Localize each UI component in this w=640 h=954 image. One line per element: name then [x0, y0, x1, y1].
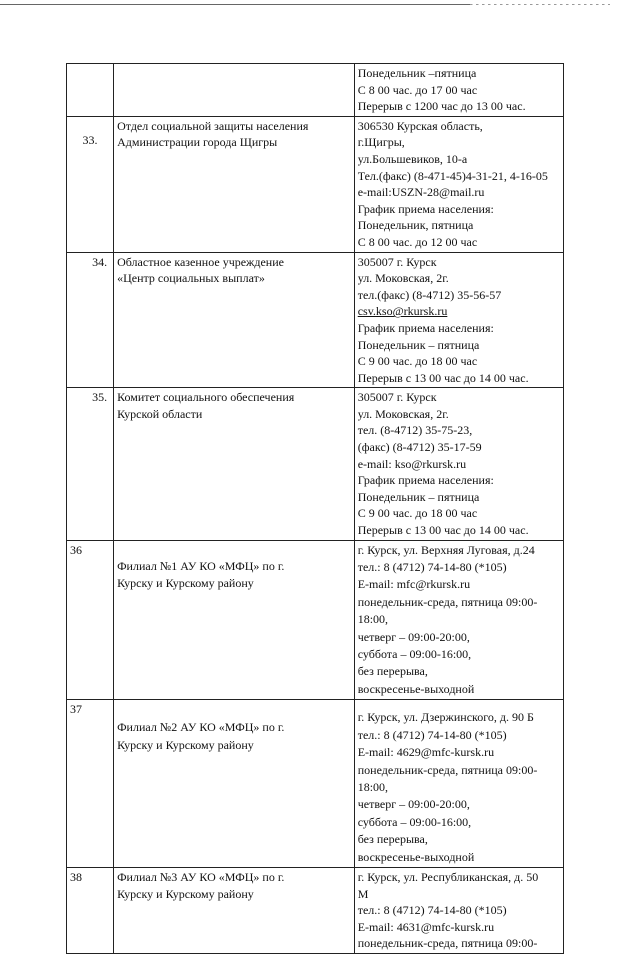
- schedule-line: суббота – 09:00-16:00,: [357, 814, 472, 829]
- schedule-title: График приема населения:: [357, 201, 494, 216]
- address-line: ул. Моковская, 2г.: [357, 271, 449, 286]
- schedule-line: понедельник-среда, пятница 09:00-: [357, 762, 538, 777]
- schedule-line: воскресенье-выходной: [357, 849, 475, 864]
- schedule-line: Понедельник – пятница: [357, 489, 480, 504]
- phone-line: тел.: 8 (4712) 74-14-80 (*105): [357, 727, 507, 742]
- table-row: [67, 540, 564, 700]
- address-line: 306530 Курская область,: [357, 118, 483, 133]
- address-line: г. Курск, ул. Республиканская, д. 50: [357, 869, 539, 884]
- schedule-line: 18:00,: [357, 612, 389, 627]
- schedule-line: суббота – 09:00-16:00,: [357, 647, 472, 662]
- name-line: Курску и Курскому району: [117, 576, 254, 591]
- institution-name: [114, 700, 355, 868]
- institution-name: [114, 252, 355, 388]
- schedule-line: Перерыв с 13 00 час до 14 00 час.: [357, 370, 529, 385]
- row-number: 35.: [67, 388, 114, 540]
- contact-info: [354, 252, 563, 388]
- phone-line: тел.: 8 (4712) 74-14-80 (*105): [357, 560, 507, 575]
- schedule-title: График приема населения:: [357, 473, 494, 488]
- schedule-line: четверг – 09:00-20:00,: [357, 797, 470, 812]
- row-number: 36: [67, 540, 114, 700]
- email-line[interactable]: E-mail: 4631@mfc-kursk.ru: [357, 919, 495, 934]
- address-line: 305007 г. Курск: [357, 390, 437, 405]
- schedule-line: воскресенье-выходной: [357, 681, 475, 696]
- address-line: г. Курск, ул. Верхняя Луговая, д.24: [357, 542, 535, 557]
- schedule-line: без перерыва,: [357, 664, 428, 679]
- name-line: Курской области: [117, 406, 203, 421]
- email-link[interactable]: csv.kso@rkursk.ru: [357, 304, 448, 319]
- schedule-line: С 8 00 час. до 12 00 час: [357, 234, 478, 249]
- schedule-line: понедельник-среда, пятница 09:00-: [357, 936, 538, 951]
- schedule-line: четверг – 09:00-20:00,: [357, 629, 470, 644]
- institution-name: [114, 116, 355, 252]
- row-number: 33.: [67, 116, 114, 252]
- schedule-line: С 9 00 час. до 18 00 час: [357, 354, 478, 369]
- institution-name: [114, 540, 355, 700]
- contact-info: [354, 540, 563, 700]
- name-line: Отдел социальной защиты населения: [117, 118, 309, 133]
- contacts-table: [66, 63, 564, 954]
- contact-info: [354, 700, 563, 868]
- fax-line: (факс) (8-4712) 35-17-59: [357, 440, 482, 455]
- info-line: Понедельник –пятница: [357, 66, 477, 80]
- email-line[interactable]: e-mail: kso@rkursk.ru: [357, 456, 467, 471]
- schedule-line: 18:00,: [357, 779, 389, 794]
- contact-info: [354, 64, 563, 117]
- address-line: М: [357, 886, 369, 901]
- top-rule: [0, 4, 470, 5]
- row-number: 38: [67, 867, 114, 953]
- name-line: Администрации города Щигры: [117, 135, 278, 150]
- name-line: Филиал №3 АУ КО «МФЦ» по г.: [117, 869, 285, 884]
- email-line[interactable]: E-mail: mfc@rkursk.ru: [357, 577, 471, 592]
- name-line: Курску и Курскому району: [117, 737, 254, 752]
- table-row: [67, 64, 564, 117]
- table-row: [67, 867, 564, 953]
- address-line: 305007 г. Курск: [357, 254, 437, 269]
- table-row: [67, 252, 564, 388]
- row-number: [67, 64, 114, 117]
- contact-info: [354, 388, 563, 540]
- name-line: Областное казенное учреждение: [117, 254, 284, 269]
- email-line[interactable]: E-mail: 4629@mfc-kursk.ru: [357, 745, 495, 760]
- institution-name: [114, 388, 355, 540]
- schedule-line: без перерыва,: [357, 832, 428, 847]
- table-row: [67, 116, 564, 252]
- name-line: Комитет социального обеспечения: [117, 390, 295, 405]
- info-line: Перерыв с 1200 час до 13 00 час.: [357, 99, 526, 114]
- schedule-line: С 9 00 час. до 18 00 час: [357, 506, 478, 521]
- email-line[interactable]: e-mail:USZN-28@mail.ru: [357, 185, 485, 200]
- address-line: г.Щигры,: [357, 135, 405, 150]
- schedule-line: понедельник-среда, пятница 09:00-: [357, 594, 538, 609]
- table-row: [67, 700, 564, 868]
- phone-line: тел.: 8 (4712) 74-14-80 (*105): [357, 903, 507, 918]
- schedule-line: Понедельник, пятница: [357, 218, 474, 233]
- info-line: С 8 00 час. до 17 00 час: [357, 82, 478, 97]
- institution-name: [114, 64, 355, 117]
- name-line: Филиал №1 АУ КО «МФЦ» по г.: [117, 558, 285, 573]
- name-line: Курску и Курскому району: [117, 886, 254, 901]
- address-line: ул. Моковская, 2г.: [357, 406, 449, 421]
- name-line: «Центр социальных выплат»: [117, 271, 265, 286]
- address-line: г. Курск, ул. Дзержинского, д. 90 Б: [357, 710, 534, 725]
- address-line: ул.Большевиков, 10-а: [357, 151, 468, 166]
- row-number: 34.: [67, 252, 114, 388]
- phone-line: Тел.(факс) (8-471-45)4-31-21, 4-16-05: [357, 168, 548, 183]
- phone-line: тел. (8-4712) 35-75-23,: [357, 423, 473, 438]
- top-dotted-rule: [470, 4, 610, 5]
- institution-name: [114, 867, 355, 953]
- schedule-line: Перерыв с 13 00 час до 14 00 час.: [357, 523, 529, 538]
- phone-line: тел.(факс) (8-4712) 35-56-57: [357, 287, 502, 302]
- table-row: [67, 388, 564, 540]
- row-number: 37: [67, 700, 114, 868]
- name-line: Филиал №2 АУ КО «МФЦ» по г.: [117, 720, 285, 735]
- schedule-title: График приема населения:: [357, 320, 494, 335]
- contact-info: [354, 867, 563, 953]
- contact-info: [354, 116, 563, 252]
- schedule-line: Понедельник – пятница: [357, 337, 480, 352]
